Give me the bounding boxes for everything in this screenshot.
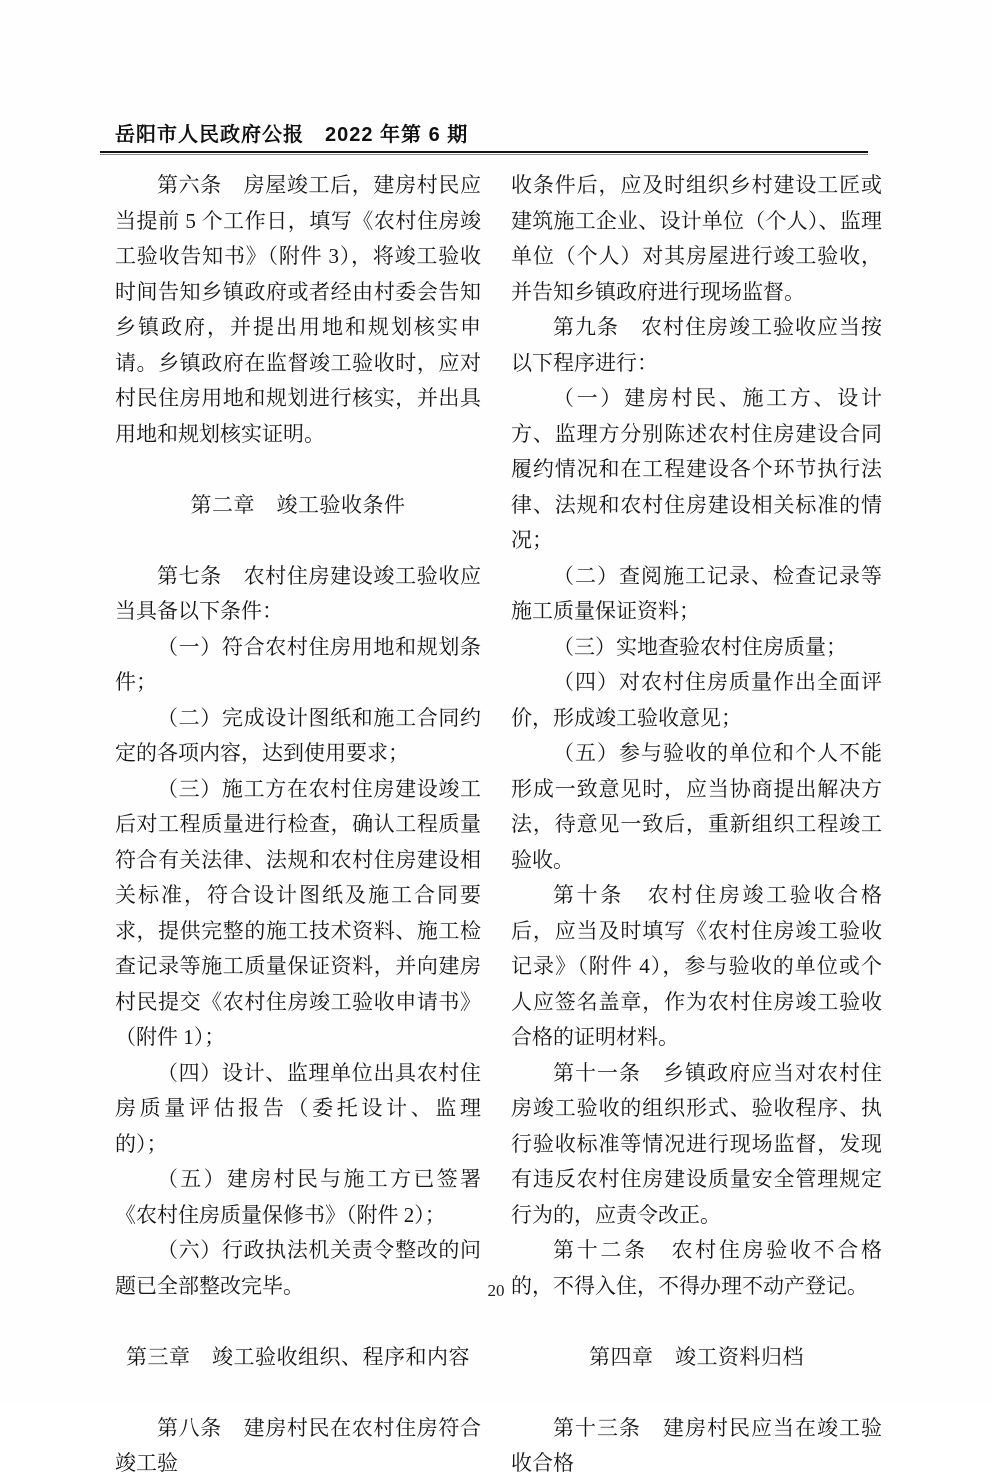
body-paragraph: （六）行政执法机关责令整改的问题已全部整改完毕。 [115,1238,481,1298]
chapter-heading: 第二章 竣工验收条件 [190,492,406,517]
gazette-header-title: 岳阳市人民政府公报 2022 年第 6 期 [115,124,469,146]
body-paragraph: 第十一条 乡镇政府应当对农村住房竣工验收的组织形式、验收程序、执行验收标准等情况进行现场监督，发现有违反农村住房建设质量安全管理规定行为的，应责令改正。 [511,1060,882,1227]
header-divider-rule [100,151,868,155]
body-paragraph: 第十条 农村住房竣工验收合格后，应当及时填写《农村住房竣工验收记录》（附件 4），参与验收的单位或个人应签名盖章，作为农村住房竣工验收合格的证明材料。 [511,883,882,1049]
page-number: 20 [487,1281,505,1300]
body-paragraph: 第七条 农村住房建设竣工验收应当具备以下条件： [115,563,481,623]
body-paragraph: （四）对农村住房质量作出全面评价，形成竣工验收意见； [511,670,882,730]
body-paragraph: （一）建房村民、施工方、设计方、监理方分别陈述农村住房建设合同履约情况和在工程建设各个环节执行法律、法规和农村住房建设相关标准的情况； [511,386,882,552]
body-paragraph: 收条件后，应及时组织乡村建设工匠或建筑施工企业、设计单位（个人）、监理单位（个人）对其房屋进行竣工验收，并告知乡镇政府进行现场监督。 [511,173,882,304]
body-paragraph: （三）施工方在农村住房建设竣工后对工程质量进行检查，确认工程质量符合有关法律、法规和农村住房建设相关标准，符合设计图纸及施工合同要求，提供完整的施工技术资料、施工检查记录等施工质量保证资料，并向建房村民提交《农村住房竣工验收申请书》（附件 1）； [115,776,481,1049]
body-paragraph: （五）建房村民与施工方已签署《农村住房质量保修书》（附件 2）； [115,1167,481,1227]
body-paragraph: 第六条 房屋竣工后，建房村民应当提前 5 个工作日，填写《农村住房竣工验收告知书》（附件 3），将竣工验收时间告知乡镇政府或者经由村委会告知乡镇政府，并提出用地和规划核实申请。乡镇政府在监督竣工验收时，应对村民住房用地和规划进行核实，并出具用地和规划核实证明。 [115,173,481,446]
body-paragraph: （五）参与验收的单位和个人不能形成一致意见时，应当协商提出解决方法，待意见一致后，重新组织工程竣工验收。 [511,741,882,872]
body-paragraph: （四）设计、监理单位出具农村住房质量评估报告（委托设计、监理的）； [115,1060,481,1156]
chapter-heading: 第四章 竣工资料归档 [589,1344,804,1369]
body-paragraph: （一）符合农村住房用地和规划条件； [115,634,481,694]
body-paragraph: （二）完成设计图纸和施工合同约定的各项内容，达到使用要求； [115,705,481,765]
body-paragraph: 第十二条 农村住房验收不合格的，不得入住，不得办理不动产登记。 [511,1238,882,1298]
body-paragraph: 第十三条 建房村民应当在竣工验收合格 [511,1415,882,1475]
body-paragraph: 第八条 建房村民在农村住房符合竣工验 [115,1415,481,1475]
body-paragraph: （二）查阅施工记录、检查记录等施工质量保证资料； [511,563,882,623]
chapter-heading: 第三章 竣工验收组织、程序和内容 [126,1344,470,1369]
body-paragraph: （三）实地查验农村住房质量； [553,634,847,659]
body-paragraph: 第九条 农村住房竣工验收应当按以下程序进行： [511,315,882,375]
